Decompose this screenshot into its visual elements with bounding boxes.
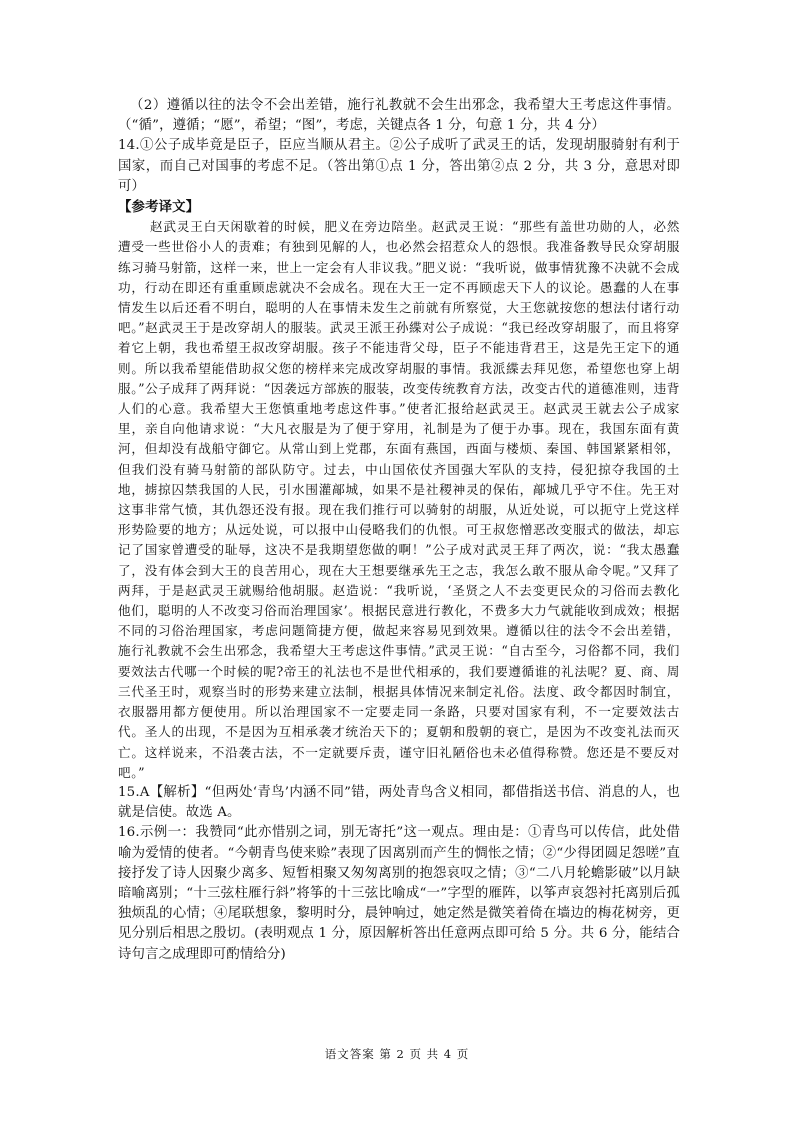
answer-16: 16.示例一：我赞同“此亦惜别之词，别无寄托”这一观点。理由是：①青鸟可以传信，此处借喻为爱情的使者。“今朝青鸟使来赊”表现了因离别而产生的惆怅之情；②“少得团圆足怨嗟”直接抒发了诗人因聚少离多、短暂相聚又匆匆离别的抱怨哀叹之情；③“二八月轮蟾影破”以月缺暗喻离别；“十三弦柱雁行斜”将筝的十三弦比喻成“一”字型的雁阵，以筝声哀怨衬托离别后孤独烦乱的心情；④尾联想象，黎明时分，晨钟响过，她定然是微笑着倚在墙边的梅花树旁，更见分别后相思之殷切。(表明观点 1 分，原因解析答出任意两点即可给 5 分。共 6 分，能结合诗句言之成理即可酌情给分): [118, 825, 680, 962]
answer-14: 14.①公子成毕竟是臣子，臣应当顺从君主。②公子成听了武灵王的话，发现胡服骑射有利于国家，而自己对国事的考虑不足。（答出第①点 1 分，答出第②点 2 分，共 3 分，意思对即可）: [118, 138, 680, 194]
answer-page: [118, 96, 680, 965]
page-footer: 语文答案 第 2 页 共 4 页: [324, 1047, 470, 1061]
answer-15: 15.A【解析】“但两处‘青鸟’内涵不同”错，两处青鸟含义相同，都借指送书信、消息的人，也就是信使。故选 A。: [118, 784, 680, 821]
reference-translation-header: 【参考译文】: [118, 199, 200, 216]
reference-translation-text: 赵武灵王白天闲歇着的时候，肥义在旁边陪坐。赵武灵王说：“那些有盖世功勋的人，必然遭受一些世俗小人的责难；有独到见解的人，也必然会招惹众人的怨恨。我准备教导民众穿胡服练习骑马射箭，这样一来，世上一定会有人非议我。”肥义说：“我听说，做事情犹豫不决就不会成功，行动在即还有重重顾虑就决不会成名。现在大王一定不再顾虑天下人的议论。愚蠢的人在事情发生以后还看不明白，聪明的人在事情未发生之前就有所察觉，大王您就按您的想法付诸行动吧。”赵武灵王于是改穿胡人的服装。武灵王派王孙緤对公子成说：“我已经改穿胡服了，而且将穿着它上朝，我也希望王叔改穿胡服。孩子不能违背父母，臣子不能违背君王，这是先王定下的通则。所以我希望能借助叔父您的榜样来完成改穿胡服的事情。我派緤去拜见您，希望您也穿上胡服。”公子成拜了两拜说：“因袭远方部族的服装，改变传统教育方法，改变古代的道德准则，违背人们的心意。我希望大王您慎重地考虑这件事。”使者汇报给赵武灵王。赵武灵王就去公子成家里，亲自向他请求说：“大凡衣服是为了便于穿用，礼制是为了便于办事。现在，我国东面有黄河，但却没有战船守御它。从常山到上党郡，东面有燕国，西面与楼烦、秦国、韩国紧紧相邻，但我们没有骑马射箭的部队防守。过去，中山国依仗齐国强大军队的支持，侵犯掠夺我国的土地，掳掠囚禁我国的人民，引水围灌鄗城，如果不是社稷神灵的保佑，鄗城几乎守不住。先王对这事非常气愤，其仇怨还没有报。现在我们推行可以骑射的胡服，从近处说，可以扼守上党这样形势险要的地方；从远处说，可以报中山侵略我们的仇恨。可王叔您憎恶改变服式的做法，却忘记了国家曾遭受的耻辱，这决不是我期望您做的啊！”公子成对武灵王拜了两次，说：“我太愚蠢了，没有体会到大王的良苦用心，现在大王想要继承先王之志，我怎么敢不服从命令呢。”又拜了两拜，于是赵武灵王就赐给他胡服。赵造说：“我听说，‘圣贤之人不去变更民众的习俗而去教化他们，聪明的人不改变习俗而治理国家’。根据民意进行教化，不费多大力气就能收到成效；根据不同的习俗治理国家，考虑问题简捷方便，做起来容易见到效果。遵循以往的法令不会出差错，施行礼教就不会生出邪念，我希望大王考虑这件事情。”武灵王说：“自古至今，习俗都不同，我们要效法古代哪一个时候的呢?帝王的礼法也不是世代相承的，我们要遵循谁的礼法呢？夏、商、周三代圣王时，观察当时的形势来建立法制，根据具体情况来制定礼俗。法度、政令都因时制宜，衣服器用都方便使用。所以治理国家不一定要走同一条路，只要对国家有利，不一定要效法古代。圣人的出现，不是因为互相承袭才统治天下的；夏朝和殷朝的衰亡，是因为不改变礼法而灭亡。这样说来，不沿袭古法，不一定就要斥责，谨守旧礼陋俗也未必值得称赞。您还是不要反对吧。”: [118, 219, 680, 780]
answer-13-part2: （2）遵循以往的法令不会出差错，施行礼教就不会生出邪念，我希望大王考虑这件事情。（“循”，遵循；“愿”，希望；“图”，考虑，关键点各 1 分，句意 1 分，共 4 分）: [118, 98, 680, 134]
